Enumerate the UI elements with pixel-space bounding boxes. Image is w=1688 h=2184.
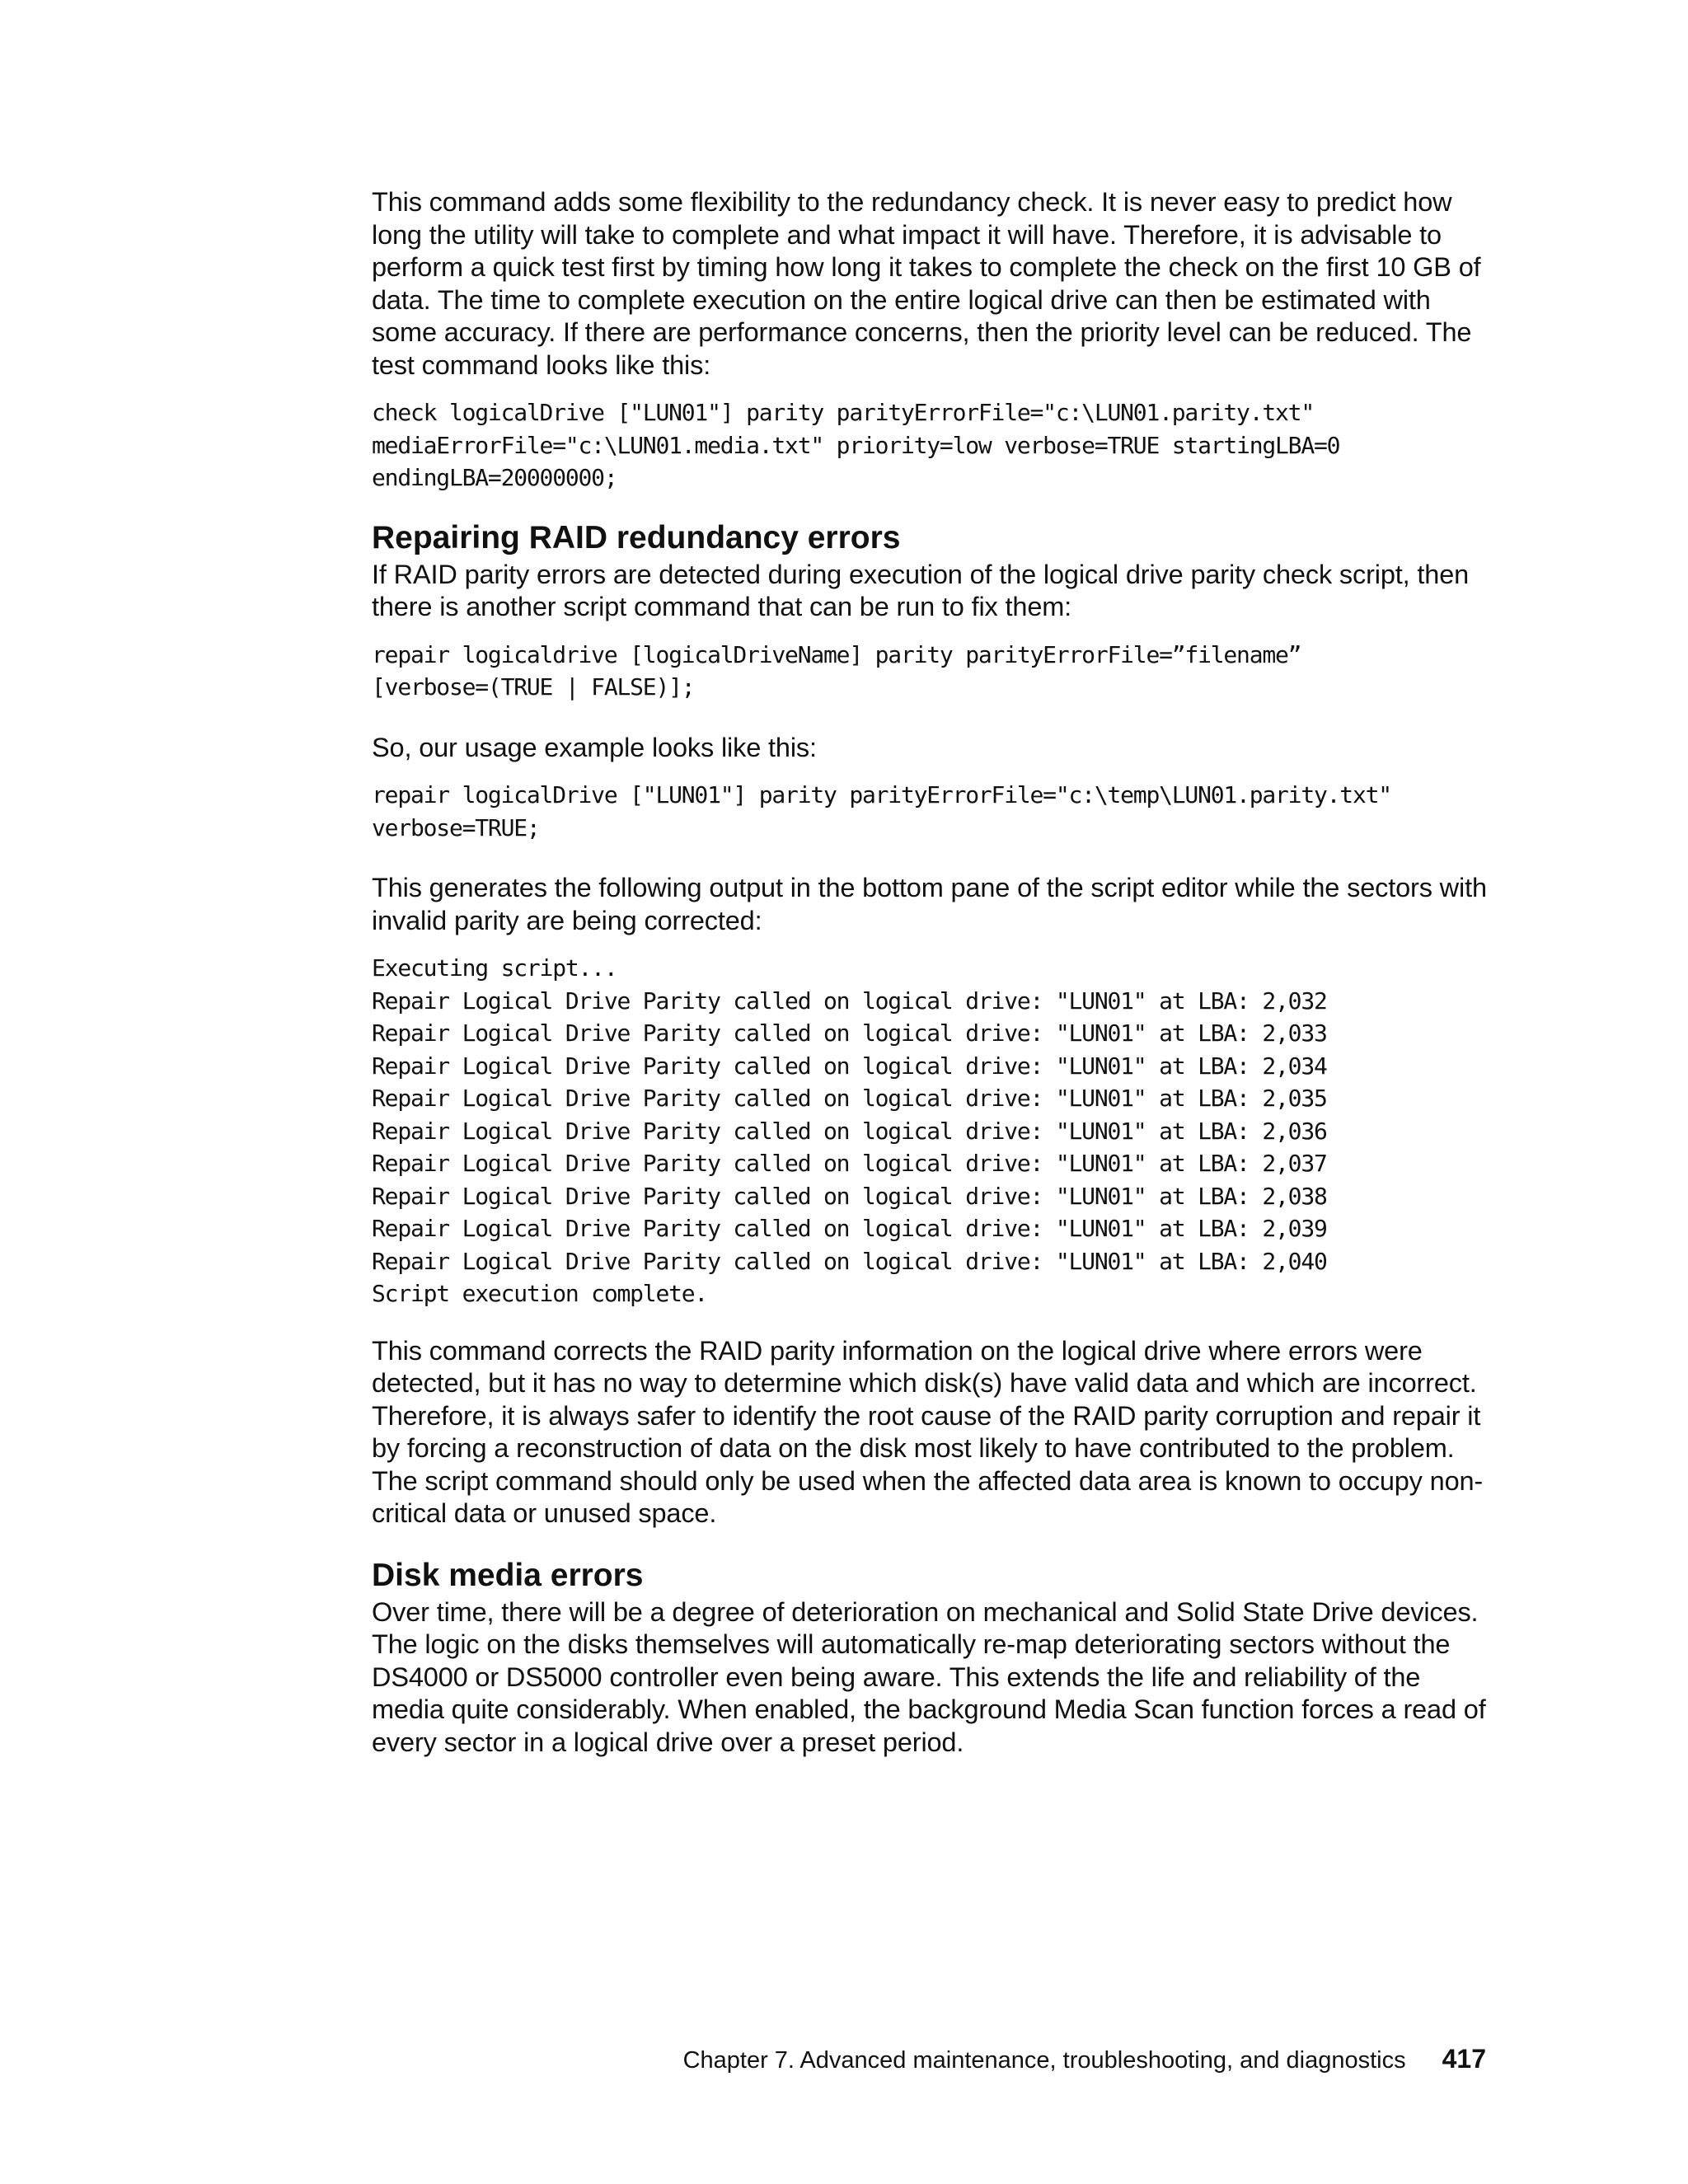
page-content: [372, 186, 1489, 1759]
repair-syntax-code: repair logicaldrive [logicalDriveName] parity parityErrorFile=”filename” [verbose=(TRUE | FALSE)];: [372, 640, 1301, 701]
usage-example-paragraph: So, our usage example looks like this:: [372, 732, 817, 762]
check-command-code: check logicalDrive ["LUN01"] parity parityErrorFile="c:\LUN01.parity.txt" mediaErrorFile="c:\LUN01.media.txt" priority=low verbose=TRUE startingLBA=0 endingLBA=20000000;: [372, 399, 1340, 491]
page-footer: [683, 2044, 1486, 2075]
script-output-code: Executing script... Repair Logical Drive Parity called on logical drive: "LUN01" at LBA: 2,032 Repair Logical Drive Parity called on logical drive: "LUN01" at LBA: 2,033 Repair Logical Drive Parity called on logical drive: "LUN01" at LBA: 2,034 Repair Logical Drive Parity called on logical drive: "LUN01" at LBA: 2,035 Repair Logical Drive Parity called on logical drive: "LUN01" at LBA: 2,036 Repair Logical Drive Parity called on logical drive: "LUN01" at LBA: 2,037 Repair Logical Drive Parity called on logical drive: "LUN01" at LBA: 2,038 Repair Logical Drive Parity called on logical drive: "LUN01" at LBA: 2,039 Repair Logical Drive Parity called on logical drive: "LUN01" at LBA: 2,040 Script execution complete.: [372, 954, 1327, 1307]
disk-media-paragraph: Over time, there will be a degree of deterioration on mechanical and Solid State Drive devices. The logic on the disks themselves will automatically re-map deteriorating sectors without the DS4000 or DS5000 controller even being aware. This extends the life and reliability of the media quite considerably. When enabled, the background Media Scan function forces a read of every sector in a logical drive over a preset period.: [372, 1596, 1486, 1757]
output-intro-paragraph: This generates the following output in the bottom pane of the script editor while the sectors with invalid parity are being corrected:: [372, 873, 1487, 935]
intro-paragraph: This command adds some flexibility to the redundancy check. It is never easy to predict how long the utility will take to complete and what impact it will have. Therefore, it is advisable to perform a quick test first by timing how long it takes to complete the check on the first 10 GB of data. The time to complete execution on the entire logical drive can then be estimated with some accuracy. If there are performance concerns, then the priority level can be reduced. The test command looks like this:: [372, 187, 1481, 380]
repair-example-code: repair logicalDrive ["LUN01"] parity parityErrorFile="c:\temp\LUN01.parity.txt" verbose=TRUE;: [372, 781, 1391, 841]
repair-intro-paragraph: If RAID parity errors are detected during execution of the logical drive parity check script, then there is another script command that can be run to fix them:: [372, 559, 1470, 621]
page-number: 417: [1442, 2044, 1486, 2074]
footer-chapter-title: Chapter 7. Advanced maintenance, troubleshooting, and diagnostics: [682, 2047, 1406, 2074]
corrects-parity-paragraph: This command corrects the RAID parity information on the logical drive where errors were detected, but it has no way to determine which disk(s) have valid data and which are incorrect. Therefore, it is always safer to identify the root cause of the RAID parity corruption and repair it by forcing a reconstruction of data on the disk most likely to have contributed to the problem. The script command should only be used when the affected data area is known to occupy non-critical data or unused space.: [372, 1335, 1484, 1528]
section-heading-repairing-raid: Repairing RAID redundancy errors: [372, 519, 901, 555]
section-heading-disk-media-errors: Disk media errors: [372, 1557, 644, 1593]
